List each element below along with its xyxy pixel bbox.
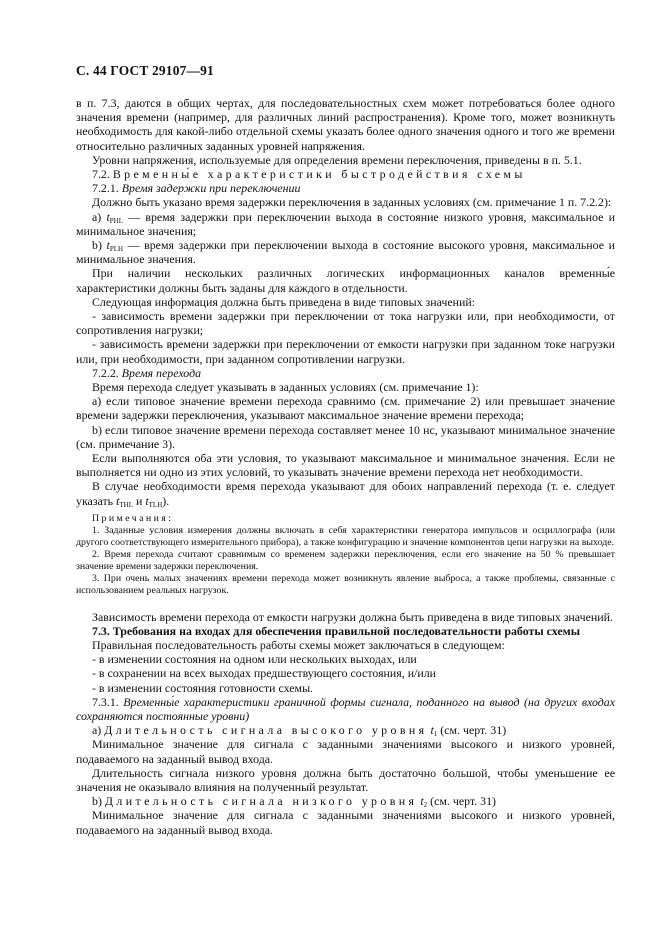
paragraph: Правильная последовательность работы схемы может заключаться в следующем: [92,637,505,652]
symbol: t [116,493,120,508]
list-item-b [76,238,615,266]
paragraph: а) если типовое значение времени перехода сравнимо (см. примечание 2) или превышает значение времени задержки переключения, указывают максимальное значение времени перехода; [76,394,615,423]
symbol-subscript: TLH [148,500,163,509]
subheading-a [76,723,615,737]
symbol: t [106,238,110,253]
symbol-subscript: THL [119,500,134,509]
section-heading-7-2-2 [76,366,615,380]
item-label: b) [92,238,102,253]
paragraph: - зависимость времени задержки при переключении от емкости нагрузки при заданном токе нагрузки или, при необходимости, при заданном сопротивлении нагрузки. [76,337,615,366]
paragraph [76,479,615,507]
document-page [76,0,615,936]
symbol-subscript: PHL [109,216,124,225]
symbol: t [430,723,434,738]
paragraph: Время перехода следует указывать в заданных условиях (см. примечание 1): [92,380,479,395]
paragraph: Уровни напряжения, используемые для определения времени переключения, приведены в п. 5.1. [92,152,582,167]
text: В случае необходимости время перехода указывают для обоих направлений перехода (т. е. следует указать [76,479,615,508]
list-item-a [76,210,615,238]
item-text: — время задержки при переключении выхода в состояние высокого уровня, максимальное и минимальное значения. [76,238,615,267]
subheading-title: Длительность сигнала низкого уровня [104,794,418,809]
symbol: t [106,209,110,224]
paragraph: Следующая информация должна быть приведена в виде типовых значений: [92,294,476,309]
list-item: - в сохранении на всех выходах предшествующего состояния, и/или [92,666,437,681]
section-number: 7.2.1. [92,181,119,196]
item-label: а) [92,209,102,224]
symbol: t [145,493,149,508]
symbol-subscript: 1 [433,730,438,739]
symbol-subscript: PLH [109,245,124,254]
section-title: Время задержки при переключении [121,181,301,196]
subheading-b [76,794,615,808]
note-item: 1. Заданные условия измерения должны включать в себя характеристики генератора импульсов и осциллографа (или другого соответствующего измерительного прибора), а также конфигурацию и значение компонентов цепи нагрузки на выходе. [76,524,615,549]
symbol-subscript: 2 [423,801,428,810]
item-label: а) [92,723,102,738]
page-header: С. 44 ГОСТ 29107—91 [76,63,214,78]
section-number: 7.2.2. [92,365,119,380]
paragraph: Должно быть указано время задержки переключения в заданных условиях (см. примечание 1 п. 7.2.2): [92,195,612,210]
list-item: - в изменении состояния готовности схемы. [92,680,314,695]
section-number: 7.2. [92,167,110,182]
paragraph: Зависимость времени перехода от емкости нагрузки должна быть приведена в виде типовых значений. [92,609,613,624]
section-heading-7-3: 7.3. Требования на входах для обеспечения правильной последовательности работы схемы [92,623,581,638]
text: (см. черт. 31) [427,794,496,809]
paragraph: b) если типовое значение времени перехода составляет менее 10 нс, указывают минимальное значение (см. примечание 3). [76,422,615,451]
section-title: Время перехода [121,365,202,380]
text: ). [162,493,170,508]
notes-title: Примечания: [92,512,174,524]
paragraph: Если выполняются оба эти условия, то указывают максимальное и минимальное значения. Если не выполняется ни одно из этих условий, то указывать значение времени перехода нет необходимости. [76,451,615,480]
section-number: 7.3.1. [92,694,119,709]
section-heading-7-2-1 [76,181,615,195]
symbol: t [420,794,424,809]
text: и [133,493,146,508]
text: (см. черт. 31) [437,723,507,738]
paragraph: - зависимость времени задержки при переключении от тока нагрузки или, при необходимости, от сопротивления нагрузки; [76,309,615,338]
item-text: — время задержки при переключении выхода в состояние низкого уровня, максимальное и минимальное значения; [76,209,615,238]
section-heading-7-2 [76,167,615,181]
list-item: - в изменении состояния на одном или нескольких выходах, или [92,652,417,667]
paragraph: в п. 7.3, даются в общих чертах, для последовательностных схем может потребоваться более одного значения времени (например, для различных линий распространения). Кроме того, может возникнуть необходимость для какой-либо отдельной схемы указать более одного значения одного и того же времени относительно различных заданных уровней напряжения. [76,96,615,153]
note-item: 3. При очень малых значениях времени перехода может возникнуть явление выброса, а также проблемы, связанные с использованием реальных нагрузок. [76,573,615,597]
section-title: Временны́е характеристики граничной формы сигнала, поданного на вывод (на других входах сохраняются постоянные уровни) [76,694,615,723]
paragraph: Минимальное значение для сигнала с заданными значениями высокого и низкого уровней, подаваемого на заданный вывод входа. [76,737,615,766]
page-content [76,96,615,837]
paragraph: При наличии нескольких различных логических информационных каналов временны́е характеристики должны быть заданы для каждого в отдельности. [76,266,615,295]
paragraph: Минимальное значение для сигнала с заданными значениями высокого и низкого уровней, подаваемого на заданный вывод входа. [76,808,615,837]
section-heading-7-3-1 [76,695,615,723]
item-label: b) [92,794,102,809]
subheading-title: Длительность сигнала высокого уровня [104,723,428,738]
note-item: 2. Время перехода считают сравнимым со временем задержки переключения, если его значение на 50 % превышает значение времени задержки переключения. [76,549,615,573]
section-title: Временны́е характеристики быстродействия схемы [112,167,526,182]
paragraph: Длительность сигнала низкого уровня должна быть достаточно большой, чтобы уменьшение ее значения не оказывало влияния на полученный результат. [76,765,615,794]
